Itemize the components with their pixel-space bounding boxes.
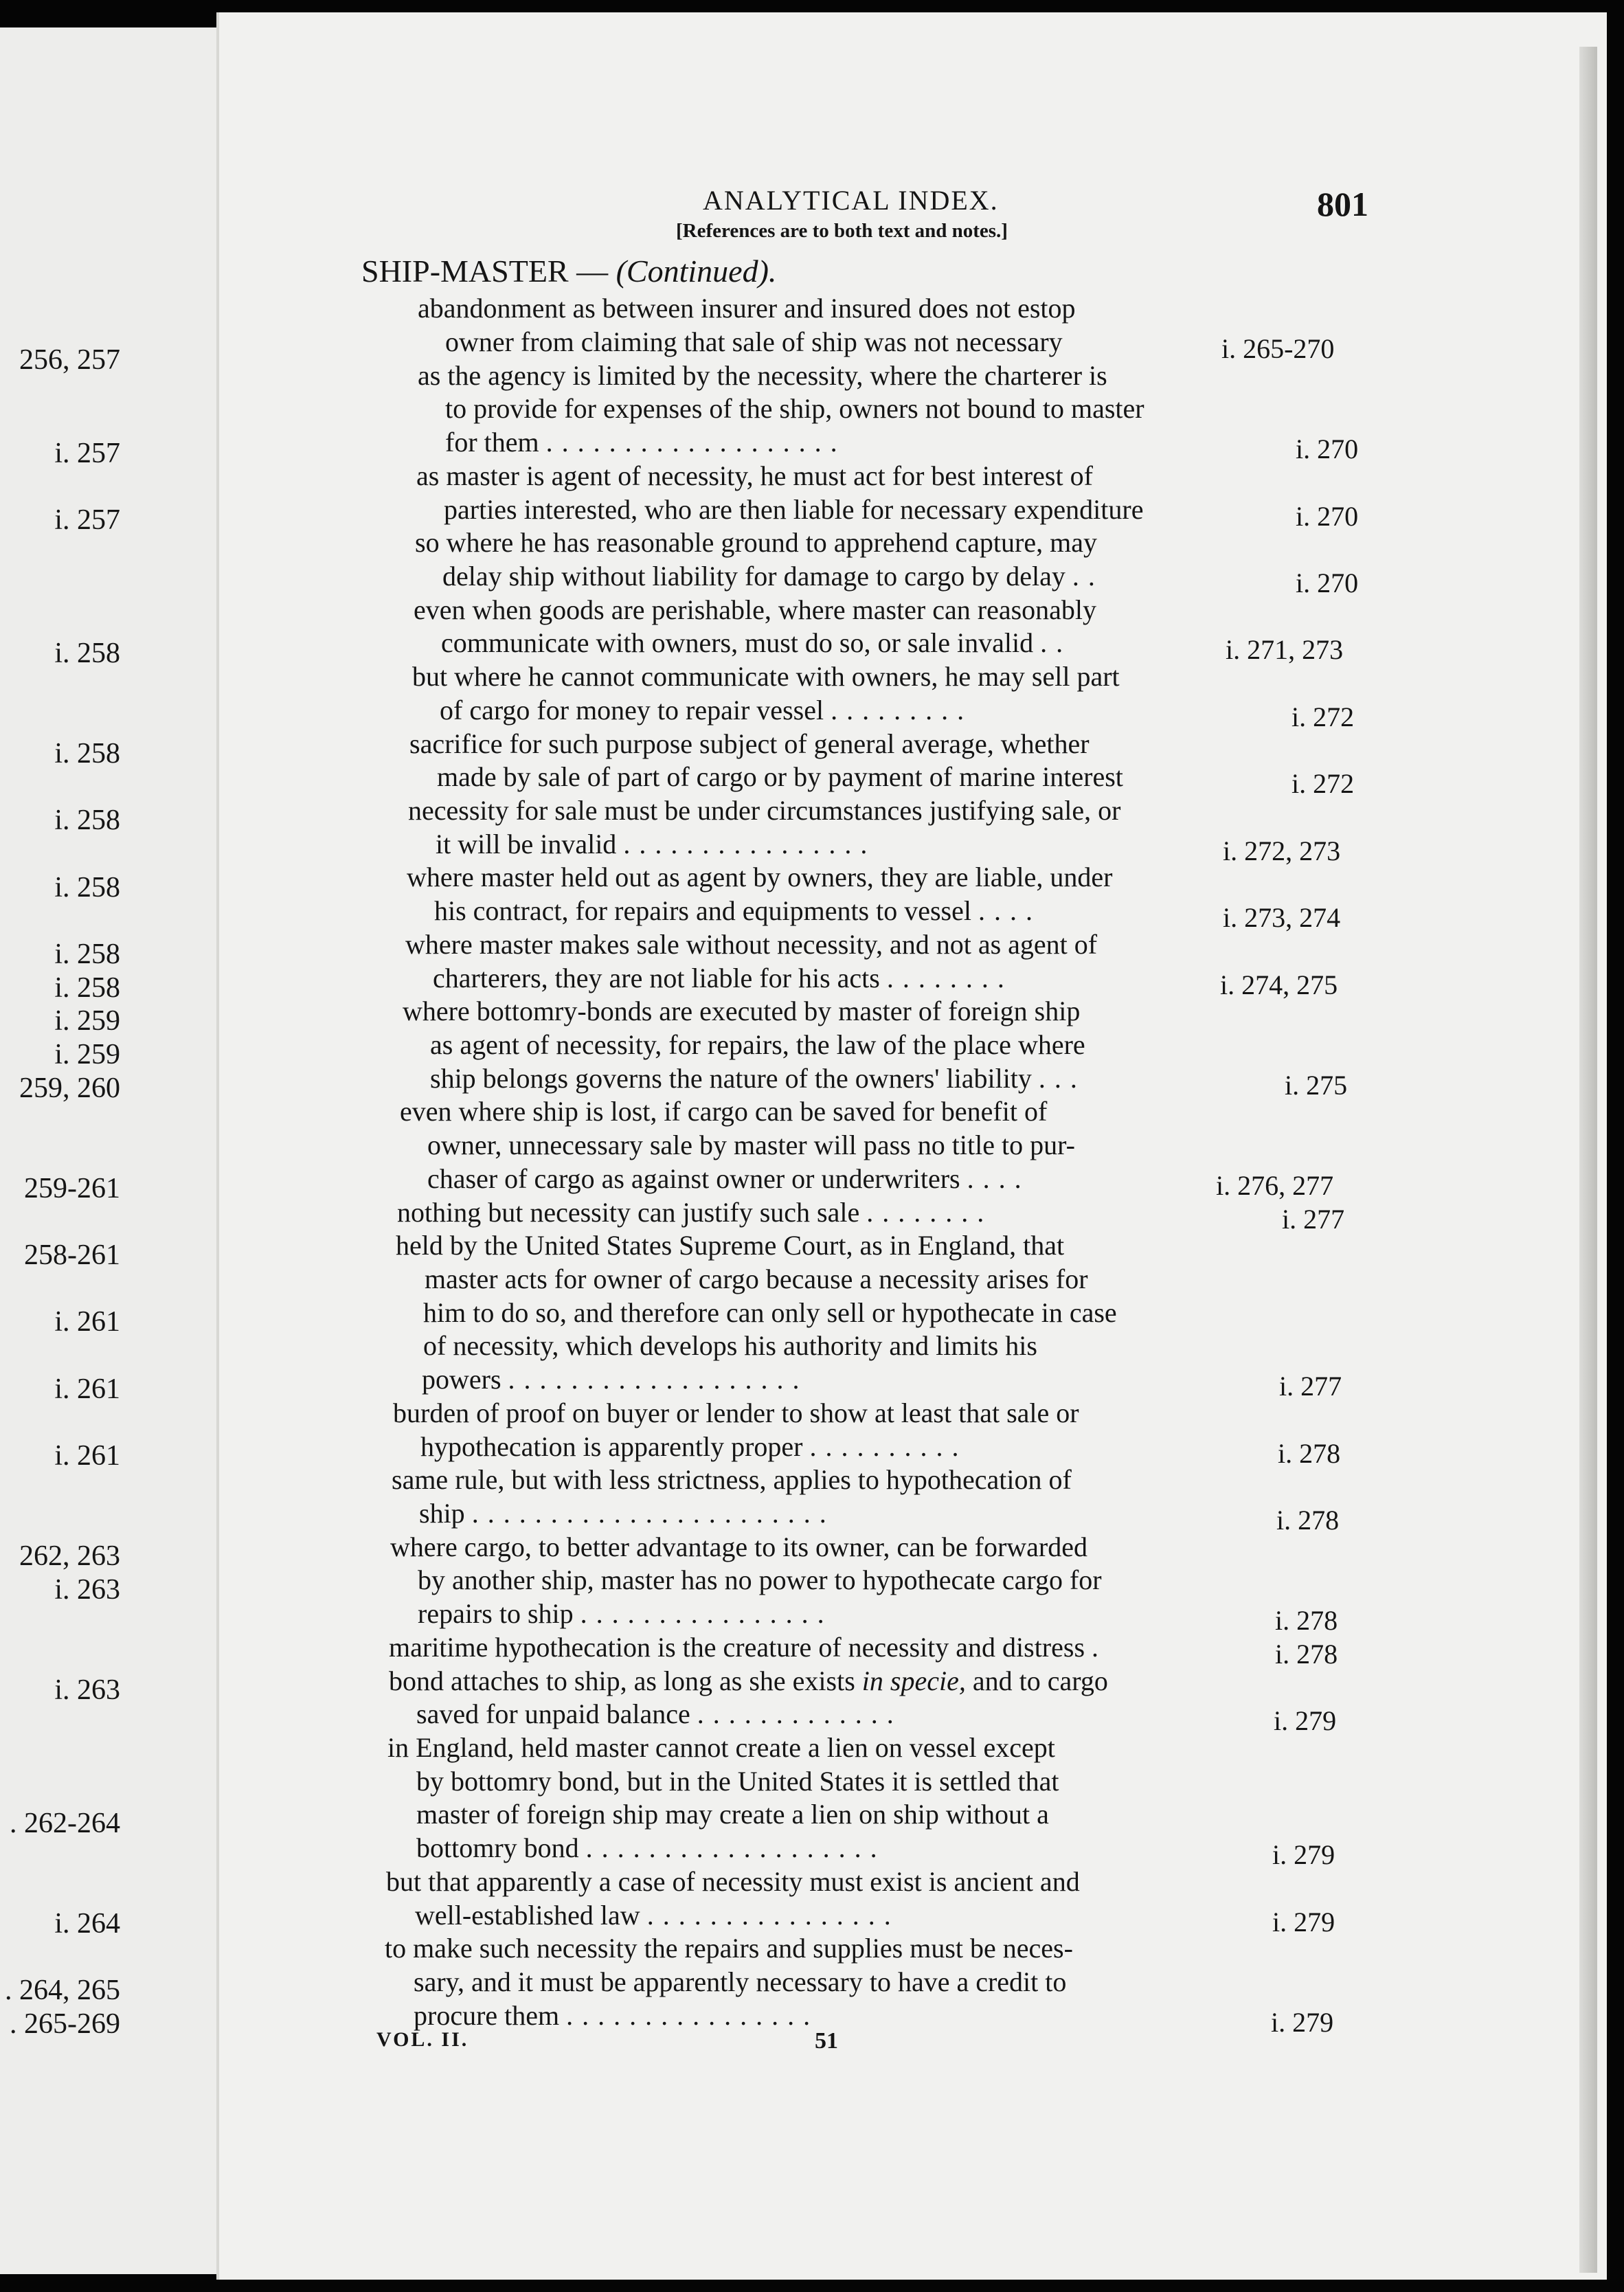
left-page-ref: i. 263	[54, 1674, 120, 1706]
index-line: to make such necessity the repairs and supplies must be neces-	[385, 1933, 1073, 1964]
page-reference: i. 279	[1272, 1907, 1335, 1937]
left-page-ref: i. 258	[54, 872, 120, 903]
index-line: abandonment as between insurer and insured does not estop	[418, 293, 1076, 324]
index-line: parties interested, who are then liable for necessary expenditure	[444, 494, 1144, 525]
page-reference: i. 276, 277	[1216, 1170, 1334, 1201]
left-page-ref: i. 259	[54, 1039, 120, 1070]
index-line: bottomry bond ...................	[416, 1832, 886, 1863]
index-line: but that apparently a case of necessity must exist is ancient and	[386, 1866, 1080, 1897]
index-line: where master makes sale without necessity, and not as agent of	[405, 929, 1098, 960]
page-reference: i. 273, 274	[1223, 902, 1341, 933]
index-line: procure them ................	[414, 2000, 820, 2031]
left-page-ref: 259, 260	[19, 1072, 120, 1104]
index-line: master acts for owner of cargo because a necessity arises for	[425, 1263, 1088, 1294]
index-line: where master held out as agent by owners, they are liable, under	[407, 862, 1113, 892]
left-page-ref: i. 263	[54, 1574, 120, 1606]
page-reference: i. 277	[1279, 1371, 1342, 1402]
page-reference: i. 270	[1296, 434, 1359, 464]
left-page-ref: i. 261	[54, 1373, 120, 1405]
index-line: master of foreign ship may create a lien on ship without a	[416, 1799, 1049, 1830]
page-reference: i. 278	[1276, 1505, 1340, 1536]
in-specie-text: in specie,	[861, 1665, 966, 1696]
index-line: well-established law ................	[415, 1900, 900, 1931]
entry-heading	[361, 253, 776, 289]
index-line: owner, unnecessary sale by master will pass no title to pur-	[427, 1130, 1075, 1160]
index-line: communicate with owners, must do so, or sale invalid ..	[441, 627, 1072, 658]
footer-signature: 51	[815, 2028, 838, 2054]
page-reference: i. 279	[1274, 1705, 1337, 1736]
page-reference: i. 272	[1292, 768, 1355, 799]
index-line: so where he has reasonable ground to apprehend capture, may	[415, 527, 1097, 558]
left-page-ref: i. 257	[54, 438, 120, 469]
page-reference: i. 272	[1292, 701, 1355, 732]
footer-volume: VOL. II.	[376, 2028, 469, 2051]
index-line: as the agency is limited by the necessity, where the charterer is	[418, 360, 1107, 391]
index-line: where bottomry-bonds are executed by master of foreign ship	[403, 996, 1081, 1026]
page-reference: i. 271, 273	[1226, 634, 1344, 665]
left-page-ref: i. 261	[54, 1306, 120, 1338]
index-line: but where he cannot communicate with owners, he may sell part	[412, 661, 1120, 692]
left-page-ref: i. 258	[54, 972, 120, 1004]
index-line: where cargo, to better advantage to its owner, can be forwarded	[390, 1531, 1087, 1562]
page-reference: i. 270	[1296, 501, 1359, 532]
page-reference: i. 274, 275	[1220, 969, 1338, 1000]
entry-heading-term: SHIP-MASTER —	[361, 254, 609, 289]
left-page-ref: . 264, 265	[5, 1975, 120, 2006]
index-line: bond attaches to ship, as long as she exists in specie, and to cargo	[389, 1665, 1108, 1696]
page-reference: i. 278	[1275, 1639, 1338, 1670]
entry-heading-continued: (Continued).	[616, 254, 777, 289]
page-reference: i. 275	[1285, 1070, 1348, 1101]
index-line: owner from claiming that sale of ship was not necessary	[445, 326, 1063, 357]
index-line: burden of proof on buyer or lender to show at least that sale or	[393, 1397, 1079, 1428]
running-head: ANALYTICAL INDEX.	[703, 185, 999, 216]
header-note: [References are to both text and notes.]	[676, 220, 1008, 242]
index-line: ship .......................	[419, 1498, 835, 1529]
left-page-ref: i. 258	[54, 638, 120, 669]
index-line: ship belongs governs the nature of the owners' liability ...	[430, 1063, 1086, 1094]
index-line: sacrifice for such purpose subject of general average, whether	[409, 728, 1090, 759]
index-line: by another ship, master has no power to hypothecate cargo for	[418, 1564, 1102, 1595]
index-line: same rule, but with less strictness, applies to hypothecation of	[392, 1464, 1072, 1495]
left-page-ref: i. 258	[54, 939, 120, 970]
index-line: even when goods are perishable, where master can reasonably	[414, 594, 1097, 625]
page-reference: i. 278	[1278, 1438, 1341, 1469]
left-page-ref: . 265-269	[10, 2008, 120, 2040]
page-edge	[1579, 47, 1597, 2273]
index-line: to provide for expenses of the ship, owners not bound to master	[445, 393, 1144, 424]
left-page-ref: i. 264	[54, 1908, 120, 1940]
left-page-ref: i. 258	[54, 738, 120, 769]
index-line: even where ship is lost, if cargo can be saved for benefit of	[400, 1096, 1048, 1127]
left-page-ref: 256, 257	[19, 344, 120, 376]
index-line: powers ...................	[422, 1364, 809, 1395]
index-line: made by sale of part of cargo or by payment of marine interest	[437, 761, 1123, 792]
index-line: sary, and it must be apparently necessary to have a credit to	[414, 1966, 1067, 1997]
left-page-ref: 262, 263	[19, 1540, 120, 1572]
left-page-ref: . 262-264	[10, 1808, 120, 1839]
index-line: as master is agent of necessity, he must act for best interest of	[416, 460, 1093, 491]
index-line: saved for unpaid balance .............	[416, 1698, 903, 1729]
page-reference: i. 278	[1275, 1605, 1338, 1636]
index-line: it will be invalid ................	[436, 829, 877, 859]
page-reference: i. 265-270	[1221, 333, 1335, 364]
page-number: 801	[1317, 185, 1368, 223]
left-page	[0, 27, 239, 2274]
page-reference: i. 279	[1272, 1839, 1335, 1870]
index-line: of cargo for money to repair vessel .........	[440, 695, 973, 726]
index-line: necessity for sale must be under circumstances justifying sale, or	[408, 795, 1121, 826]
index-line: by bottomry bond, but in the United States it is settled that	[416, 1766, 1059, 1797]
index-line: nothing but necessity can justify such sale ........	[397, 1197, 993, 1228]
left-page-ref: i. 259	[54, 1005, 120, 1037]
index-line: charterers, they are not liable for his acts ........	[433, 963, 1013, 993]
index-line: as agent of necessity, for repairs, the law of the place where	[430, 1029, 1085, 1060]
page-reference: i. 277	[1282, 1204, 1345, 1235]
index-line: for them ...................	[445, 427, 846, 458]
left-page-ref: 259-261	[24, 1173, 120, 1204]
index-line: his contract, for repairs and equipments to vessel ....	[434, 895, 1041, 926]
index-line: delay ship without liability for damage to cargo by delay ..	[442, 561, 1104, 592]
left-page-ref: i. 261	[54, 1440, 120, 1472]
page-reference: i. 272, 273	[1223, 835, 1341, 866]
index-line: him to do so, and therefore can only sell or hypothecate in case	[423, 1297, 1117, 1328]
left-page-ref: i. 257	[54, 504, 120, 536]
page-reference: i. 270	[1296, 568, 1359, 598]
left-page-ref: 258-261	[24, 1239, 120, 1271]
index-line: chaser of cargo as against owner or underwriters ....	[427, 1163, 1030, 1194]
index-line: repairs to ship ................	[418, 1598, 833, 1629]
index-line: hypothecation is apparently proper ..........	[420, 1431, 968, 1462]
left-page-ref: i. 258	[54, 805, 120, 836]
index-line: maritime hypothecation is the creature of necessity and distress .	[389, 1632, 1108, 1663]
index-line: in England, held master cannot create a lien on vessel except	[387, 1732, 1055, 1763]
page-reference: i. 279	[1271, 2007, 1334, 2038]
index-line: held by the United States Supreme Court, as in England, that	[396, 1230, 1065, 1261]
index-line: of necessity, which develops his authority and limits his	[423, 1330, 1037, 1361]
